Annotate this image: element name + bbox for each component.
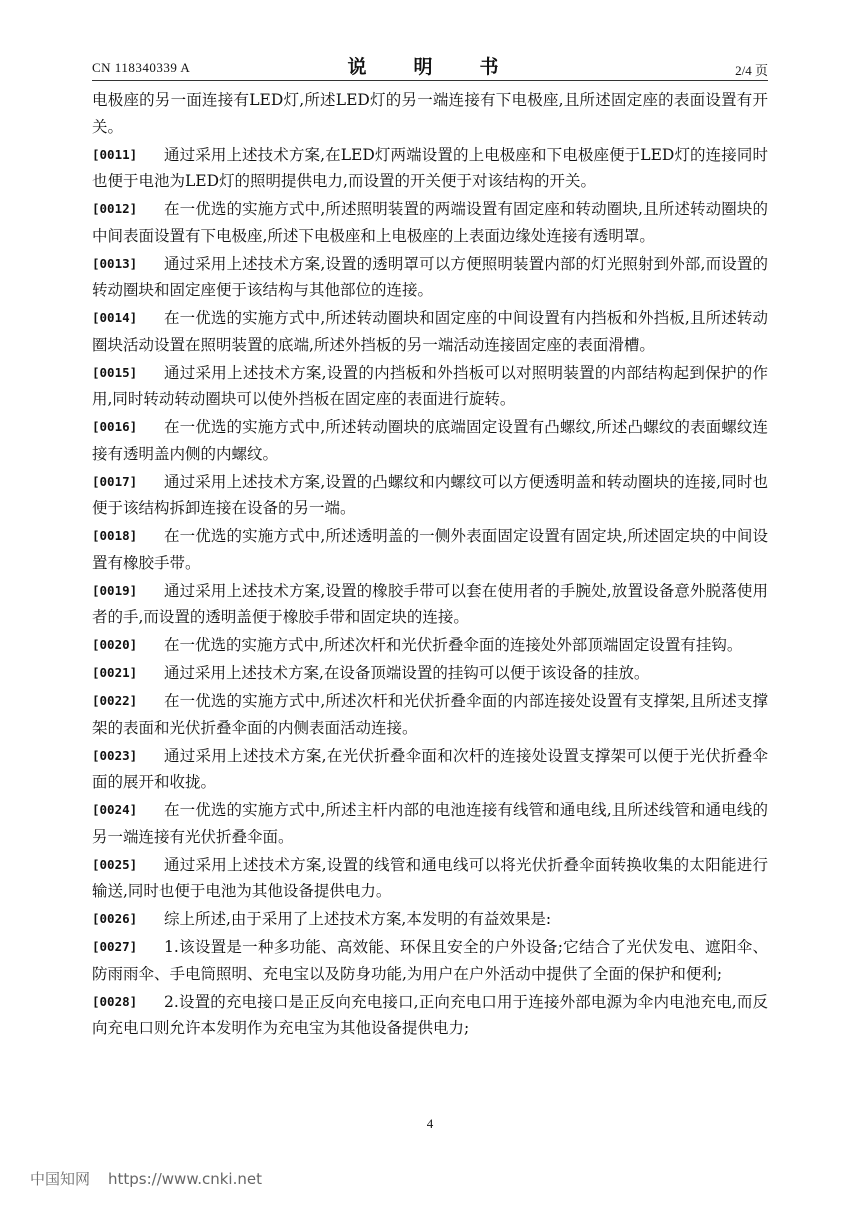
paragraph-text: 1.该设置是一种多功能、高效能、环保且安全的户外设备;它结合了光伏发电、遮阳伞、防雨雨伞、手电筒照明、充电宝以及防身功能,为用户在户外活动中提供了全面的保护和便利; <box>92 938 768 983</box>
paragraph-text: 通过采用上述技术方案,设置的透明罩可以方便照明装置内部的灯光照射到外部,而设置的转动圈块和固定座便于该结构与其他部位的连接。 <box>92 254 768 299</box>
paragraph <box>92 743 768 796</box>
paragraph <box>92 469 768 522</box>
patent-number: CN 118340339 A <box>92 60 191 75</box>
paragraph <box>92 578 768 631</box>
paragraph-number: [0028] <box>92 993 138 1009</box>
paragraph-number: [0026] <box>92 911 138 926</box>
paragraph <box>92 797 768 850</box>
header-divider <box>92 80 768 81</box>
paragraph-text: 综上所述,由于采用了上述技术方案,本发明的有益效果是: <box>164 910 552 928</box>
paragraph <box>92 906 768 933</box>
paragraph-number: [0012] <box>92 201 138 216</box>
paragraph <box>92 989 768 1042</box>
paragraph-number: [0021] <box>92 665 138 680</box>
paragraph-number: [0023] <box>92 747 138 763</box>
paragraph-text: 在一优选的实施方式中,所述透明盖的一侧外表面固定设置有固定块,所述固定块的中间设置有橡胶手带。 <box>92 527 768 572</box>
paragraph-text: 在一优选的实施方式中,所述照明装置的两端设置有固定座和转动圈块,且所述转动圈块的中间表面设置有下电极座,所述下电极座和上电极座的上表面边缘处连接有透明罩。 <box>92 200 768 245</box>
paragraph <box>92 251 768 304</box>
cnki-watermark <box>30 1168 262 1189</box>
paragraph-number: [0019] <box>92 582 138 598</box>
paragraph-number: [0022] <box>92 693 138 708</box>
watermark-site-name: 中国知网 <box>30 1170 91 1188</box>
paragraph-text: 通过采用上述技术方案,设置的凸螺纹和内螺纹可以方便透明盖和转动圈块的连接,同时也便于该结构拆卸连接在设备的另一端。 <box>92 472 768 517</box>
page-number: 4 <box>426 1116 434 1131</box>
paragraph-number: [0014] <box>92 310 138 325</box>
paragraph-number: [0016] <box>92 419 138 434</box>
paragraph <box>92 414 768 467</box>
paragraph <box>92 142 768 195</box>
paragraph-text: 通过采用上述技术方案,设置的内挡板和外挡板可以对照明装置的内部结构起到保护的作用,同时转动转动圈块可以使外挡板在固定座的表面进行旋转。 <box>92 363 768 408</box>
document-body <box>92 87 768 1043</box>
paragraph <box>92 852 768 905</box>
paragraph <box>92 688 768 741</box>
paragraph-text: 通过采用上述技术方案,设置的线管和通电线可以将光伏折叠伞面转换收集的太阳能进行输送,同时也便于电池为其他设备提供电力。 <box>92 855 768 900</box>
paragraph-number: [0018] <box>92 528 138 543</box>
paragraph <box>92 934 768 987</box>
paragraph-text: 2.设置的充电接口是正反向充电接口,正向充电口用于连接外部电源为伞内电池充电,而反向充电口则允许本发明作为充电宝为其他设备提供电力; <box>92 992 768 1037</box>
paragraph <box>92 523 768 576</box>
paragraph-number: [0020] <box>92 637 138 652</box>
paragraph-number: [0027] <box>92 939 138 954</box>
paragraph-number: [0015] <box>92 364 138 380</box>
paragraph-text: 在一优选的实施方式中,所述次杆和光伏折叠伞面的连接处外部顶端固定设置有挂钩。 <box>164 636 743 654</box>
paragraph <box>92 660 768 687</box>
watermark-url: https://www.cnki.net <box>108 1170 262 1188</box>
paragraph-number: [0025] <box>92 856 138 872</box>
paragraph <box>92 196 768 249</box>
paragraph-number: [0024] <box>92 802 138 817</box>
paragraph-text: 在一优选的实施方式中,所述转动圈块的底端固定设置有凸螺纹,所述凸螺纹的表面螺纹连接有透明盖内侧的内螺纹。 <box>92 418 768 463</box>
paragraph-text: 电极座的另一面连接有LED灯,所述LED灯的另一端连接有下电极座,且所述固定座的表面设置有开关。 <box>92 91 768 136</box>
paragraph-text: 在一优选的实施方式中,所述次杆和光伏折叠伞面的内部连接处设置有支撑架,且所述支撑架的表面和光伏折叠伞面的内侧表面活动连接。 <box>92 692 768 737</box>
paragraph <box>92 632 768 659</box>
document-title: 说 明 书 <box>347 56 513 78</box>
paragraph-text: 通过采用上述技术方案,在设备顶端设置的挂钩可以便于该设备的挂放。 <box>164 664 650 682</box>
paragraph-text: 在一优选的实施方式中,所述主杆内部的电池连接有线管和通电线,且所述线管和通电线的另一端连接有光伏折叠伞面。 <box>92 801 768 846</box>
paragraph <box>92 305 768 358</box>
paragraph-number: [0017] <box>92 473 138 489</box>
paragraph-text: 通过采用上述技术方案,设置的橡胶手带可以套在使用者的手腕处,放置设备意外脱落使用者的手,而设置的透明盖便于橡胶手带和固定块的连接。 <box>92 581 768 626</box>
paragraph-number: [0011] <box>92 146 138 162</box>
paragraph <box>92 87 768 140</box>
paragraph-text: 在一优选的实施方式中,所述转动圈块和固定座的中间设置有内挡板和外挡板,且所述转动圈块活动设置在照明装置的底端,所述外挡板的另一端活动连接固定座的表面滑槽。 <box>92 309 768 354</box>
paragraph <box>92 360 768 413</box>
page-info: 2/4 页 <box>735 63 768 78</box>
paragraph-number: [0013] <box>92 255 138 271</box>
page-header <box>92 52 768 80</box>
paragraph-text: 通过采用上述技术方案,在光伏折叠伞面和次杆的连接处设置支撑架可以便于光伏折叠伞面的展开和收拢。 <box>92 746 768 791</box>
paragraph-text: 通过采用上述技术方案,在LED灯两端设置的上电极座和下电极座便于LED灯的连接同时也便于电池为LED灯的照明提供电力,而设置的开关便于对该结构的开关。 <box>92 145 768 190</box>
